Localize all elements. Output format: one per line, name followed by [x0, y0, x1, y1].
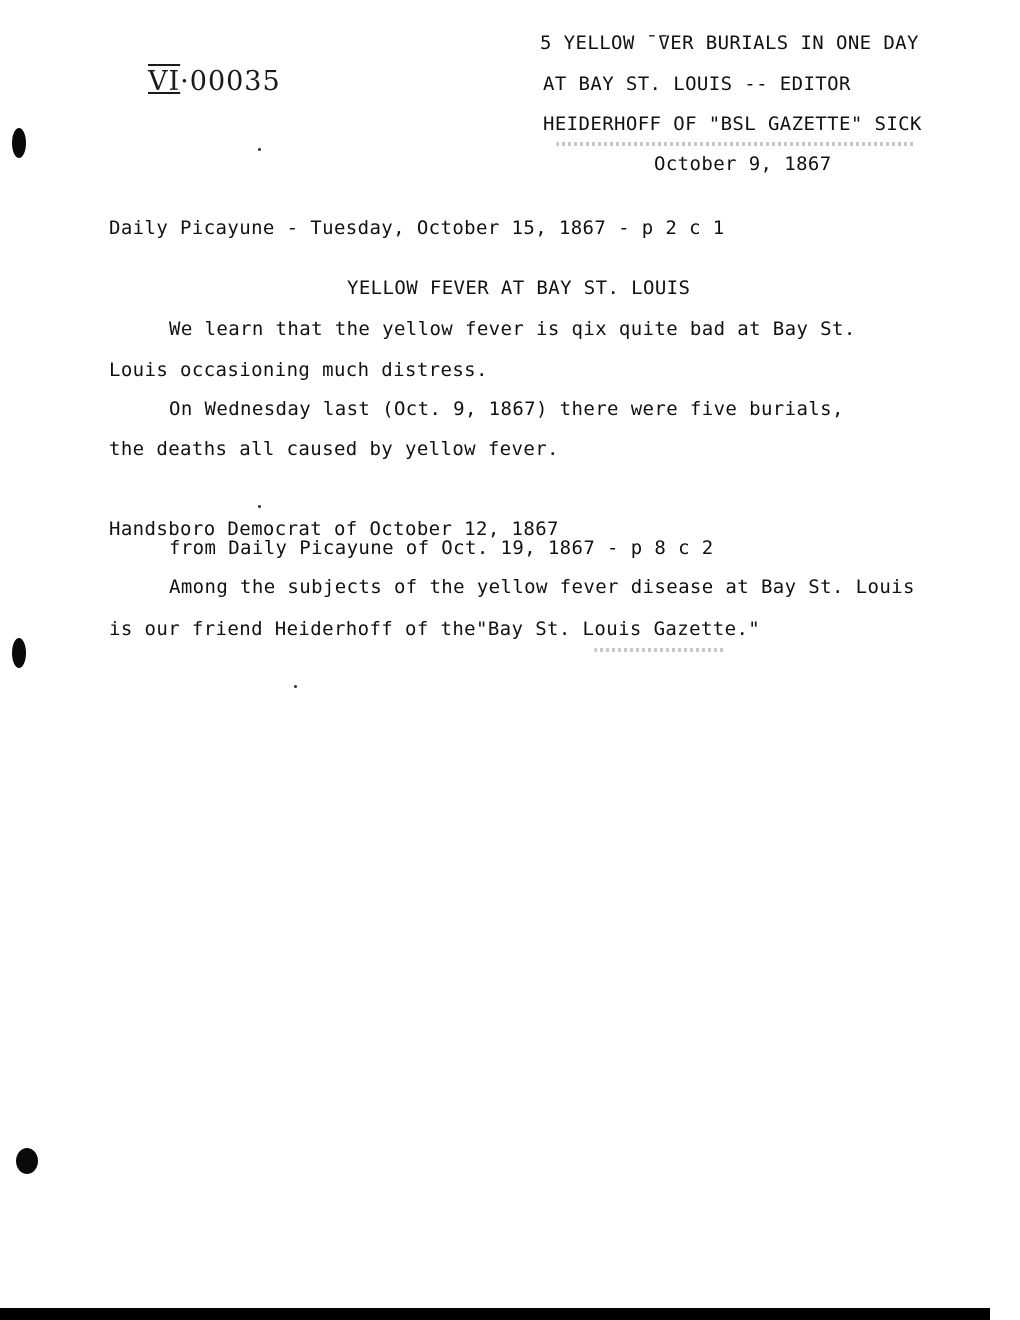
headline-underline-smudge [556, 142, 916, 146]
document-id-roman: VI [148, 66, 181, 97]
article2-citation-line1: Handsboro Democrat of October 12, 1867 [109, 518, 559, 540]
scan-speck [294, 685, 297, 688]
article1-paragraph2-line2: the deaths all caused by yellow fever. [109, 438, 559, 460]
document-id [148, 66, 281, 97]
article1-paragraph1-line1: We learn that the yellow fever is qix quite bad at Bay St. [169, 318, 856, 340]
article1-paragraph1-line2: Louis occasioning much distress. [109, 359, 488, 381]
article1-citation: Daily Picayune - Tuesday, October 15, 1867 - p 2 c 1 [109, 217, 725, 239]
scan-speck [258, 505, 261, 508]
document-id-separator: · [180, 66, 190, 97]
article2-underline-smudge [594, 648, 724, 652]
punch-hole-bottom [16, 1148, 38, 1174]
scan-speck [258, 148, 261, 151]
article2-paragraph1-line2: is our friend Heiderhoff of the"Bay St. Louis Gazette." [109, 618, 761, 640]
headline-line-1: 5 YELLOW ̄ ̄VER BURIALS IN ONE DAY [540, 32, 919, 54]
headline-line-2: AT BAY ST. LOUIS -- EDITOR [543, 73, 851, 95]
article1-paragraph2-line1: On Wednesday last (Oct. 9, 1867) there were five burials, [169, 398, 844, 420]
headline-date: October 9, 1867 [654, 153, 832, 175]
punch-hole-middle [12, 638, 26, 668]
headline-line-3: HEIDERHOFF OF "BSL GAZETTE" SICK [543, 113, 922, 135]
bottom-border [0, 1308, 990, 1320]
article2-paragraph1-line1: Among the subjects of the yellow fever disease at Bay St. Louis [169, 576, 915, 598]
punch-hole-top [12, 128, 26, 158]
article2-citation-line2: from Daily Picayune of Oct. 19, 1867 - p 8 c 2 [169, 537, 714, 559]
article1-title: YELLOW FEVER AT BAY ST. LOUIS [347, 277, 691, 299]
document-id-number: 00035 [189, 66, 281, 97]
